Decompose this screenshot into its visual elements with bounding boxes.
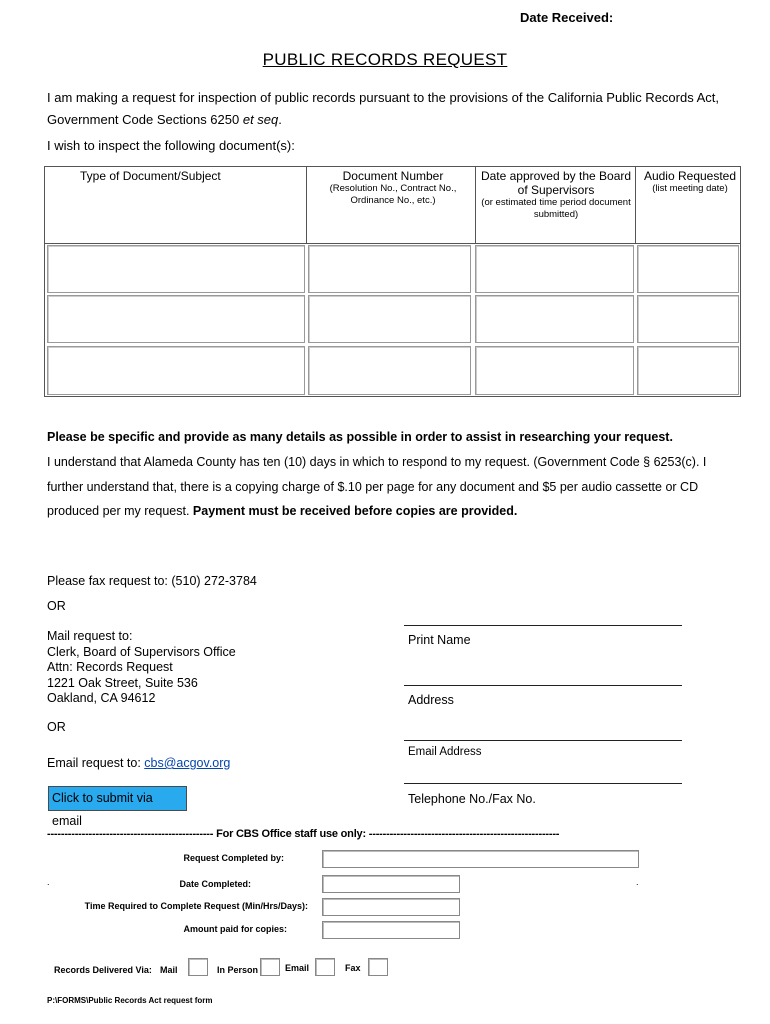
delivered-via-label: Records Delivered Via: [54,965,152,975]
type-of-document-field[interactable] [47,295,305,343]
specific-note: Please be specific and provide as many details as possible in order to assist in researching your request. [47,430,673,444]
column-title-document-number: Document Number [342,169,444,183]
response-note-line1: I understand that Alameda County has ten (10) days in which to respond to my request. (Government Code § 6253(c). I [47,455,707,469]
email-option-label: Email [285,963,310,973]
column-title-date-approved: Date approved by the Board of Supervisors [480,169,632,197]
column-header-date-approved [477,169,635,221]
mail-address-line: Attn: Records Request [47,660,173,674]
table-divider [306,167,307,243]
email-checkbox[interactable] [315,958,335,976]
mail-instructions [47,629,236,707]
document-number-field[interactable] [308,245,471,293]
document-number-field[interactable] [308,295,471,343]
column-header-type [55,169,260,183]
date-approved-field[interactable] [475,295,634,343]
email-link[interactable]: cbs@acgov.org [144,756,231,770]
document-number-field[interactable] [308,346,471,395]
mail-address-line: Oakland, CA 94612 [47,691,156,705]
request-completed-by-label: Request Completed by: [183,853,284,863]
mail-option-label: Mail [160,965,178,975]
in-person-option-label: In Person [217,965,259,975]
request-completed-by-field[interactable] [322,850,639,868]
table-divider [635,167,636,243]
telephone-label: Telephone No./Fax No. [408,792,536,806]
column-subtitle-audio: (list meeting date) [652,183,728,194]
date-approved-field[interactable] [475,245,634,293]
column-title-audio: Audio Requested [643,169,737,183]
time-required-label: Time Required to Complete Request (Min/Hrs/Days): [84,901,308,911]
fax-option-label: Fax [345,963,361,973]
print-name-line[interactable] [404,625,682,626]
staff-use-header: ------------------------------------------------ For CBS Office staff use only: ------------------------------------------------------- [47,828,560,840]
column-header-audio [640,169,740,195]
date-completed-label: Date Completed: [179,879,251,889]
column-title-type: Type of Document/Subject [80,169,221,183]
address-label: Address [408,693,454,707]
intro-text-line1: I am making a request for inspection of public records pursuant to the provisions of the California Public Records Act, [47,90,720,105]
type-of-document-field[interactable] [47,346,305,395]
response-note-line3 [47,504,517,518]
documents-table [44,166,741,397]
address-line[interactable] [404,685,682,686]
time-required-field[interactable] [322,898,460,916]
decorative-dot: . [47,877,50,887]
mail-address-line: 1221 Oak Street, Suite 536 [47,675,198,690]
audio-requested-field[interactable] [637,245,739,293]
form-path-footer: P:\FORMS\Public Records Act request form [47,996,213,1005]
intro-text-line3: I wish to inspect the following document(s): [47,138,295,153]
email-prefix: Email request to: [47,756,145,770]
mail-label: Mail request to: [47,629,133,643]
payment-note: Payment must be received before copies are provided. [192,504,518,518]
intro-line2-suffix: . [278,112,282,127]
type-of-document-field[interactable] [47,245,305,293]
or-separator: OR [47,720,66,734]
intro-line2-italic: et seq [242,112,279,127]
date-received-label: Date Received: [520,10,614,25]
response-note-line2: further understand that, there is a copying charge of $.10 per page for any document and $5 per audio cassette or CD [47,480,699,494]
amount-paid-label: Amount paid for copies: [183,924,287,934]
note-line3-prefix: produced per my request. [47,504,193,518]
fax-instructions: Please fax request to: (510) 272-3784 [47,574,257,588]
telephone-line[interactable] [404,783,682,784]
date-completed-field[interactable] [322,875,460,893]
audio-requested-field[interactable] [637,295,739,343]
mail-address-line: Clerk, Board of Supervisors Office [47,644,236,659]
date-approved-field[interactable] [475,346,634,395]
audio-requested-field[interactable] [637,346,739,395]
table-header-divider [45,243,740,244]
print-name-label: Print Name [408,633,471,647]
in-person-checkbox[interactable] [260,958,280,976]
email-address-line[interactable] [404,740,682,741]
intro-line2-prefix: Government Code Sections 6250 [47,112,243,127]
decorative-dot: . [636,877,639,887]
column-subtitle-document-number: (Resolution No., Contract No., Ordinance No., etc.) [329,183,457,206]
or-separator: OR [47,599,66,613]
email-address-label: Email Address [408,746,482,758]
page-title: PUBLIC RECORDS REQUEST [262,50,508,69]
fax-checkbox[interactable] [368,958,388,976]
table-divider [475,167,476,243]
mail-checkbox[interactable] [188,958,208,976]
email-instructions [47,756,230,772]
intro-text-line2 [47,112,282,127]
submit-via-email-button[interactable]: Click to submit via email [48,786,187,811]
column-header-document-number [313,169,473,207]
amount-paid-field[interactable] [322,921,460,939]
column-subtitle-date-approved: (or estimated time period document submitted) [481,197,631,220]
